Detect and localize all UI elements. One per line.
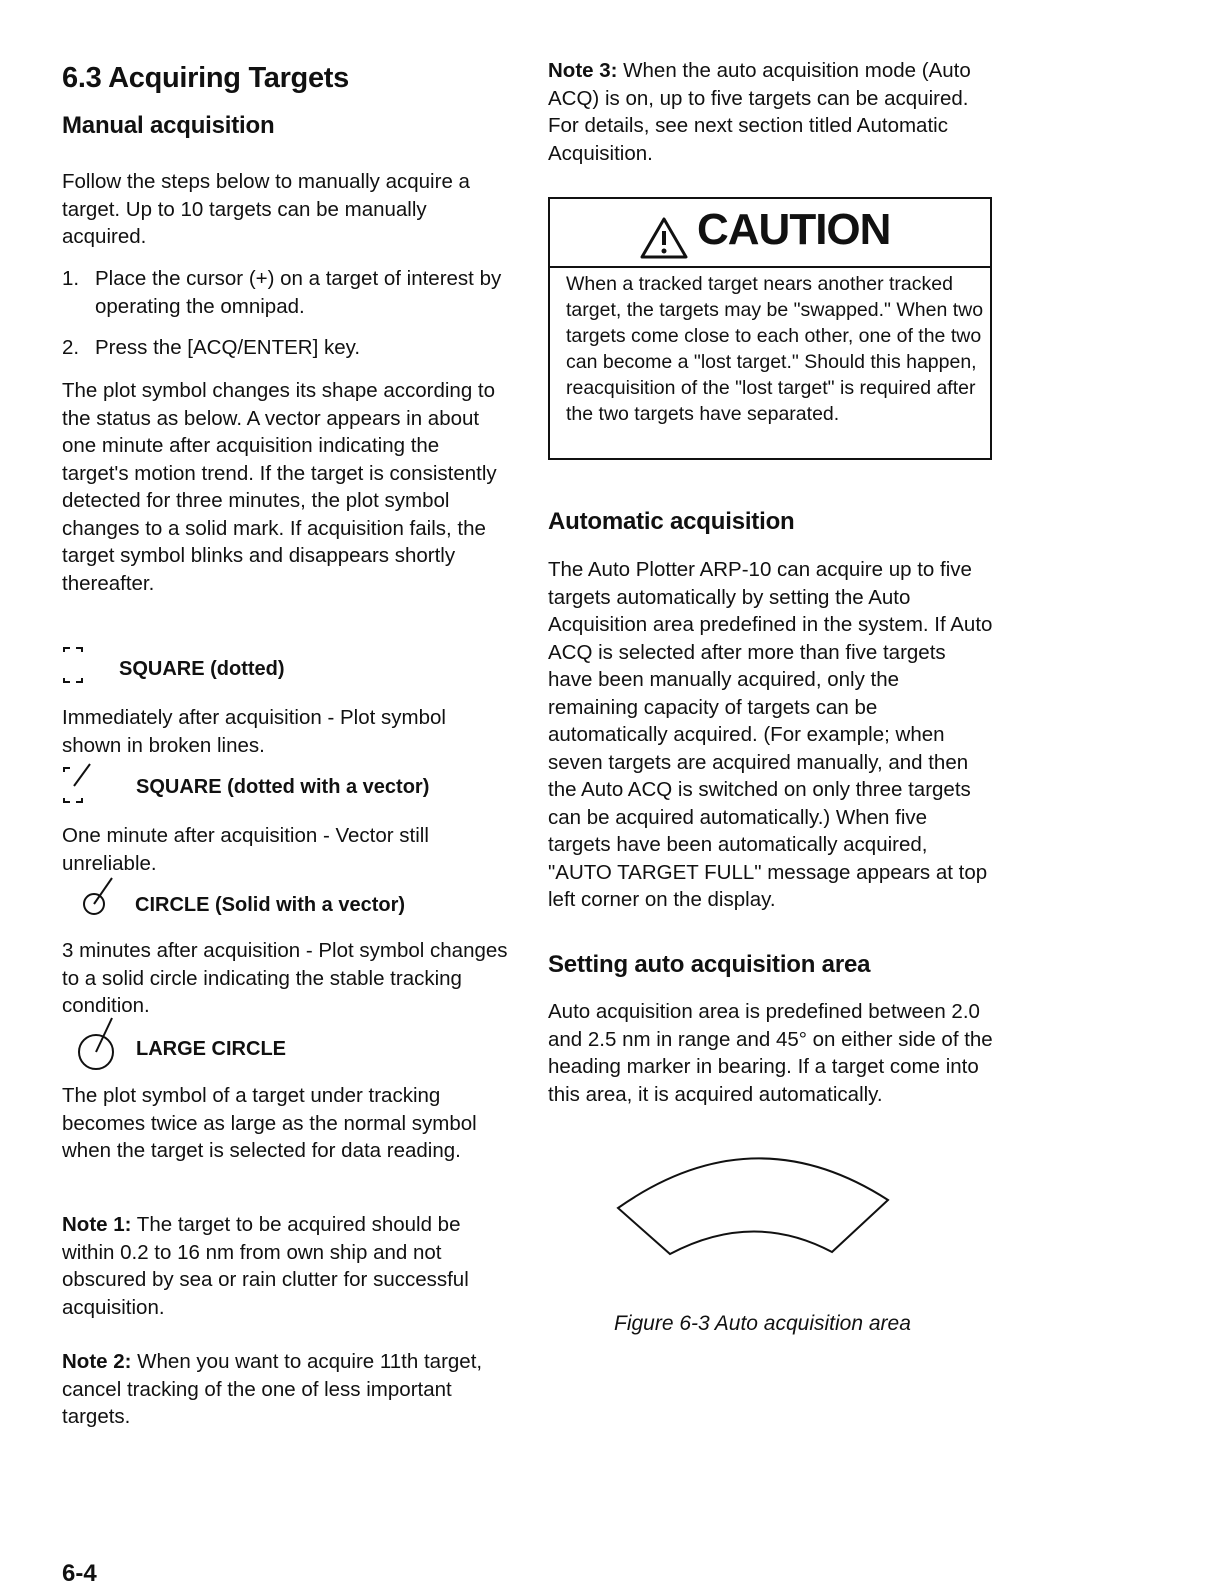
symbol-description: Immediately after acquisition - Plot symbol shown in broken lines. <box>62 706 446 757</box>
setting-area-text: Auto acquisition area is predefined between 2.0 and 2.5 nm in range and 45° on either side of the heading marker in bearing. If a target come into this area, it is acquired automatically. <box>548 1000 993 1106</box>
step-text: Press the [ACQ/ENTER] key. <box>95 336 361 359</box>
caution-header <box>550 199 990 268</box>
symbol-label: SQUARE (dotted with a vector) <box>136 776 430 798</box>
step-item <box>62 265 508 320</box>
status-description: The plot symbol changes its shape according to the status as below. A vector appears in about one minute after acquisition indicating the target's motion trend. If the target is consistently detected for three minutes, the plot symbol changes to a solid mark. If acquisition fails, the target symbol blinks and disappears shortly thereafter. <box>62 379 497 595</box>
note-label: Note 2: <box>62 1350 132 1373</box>
step-number: 1. <box>62 267 80 290</box>
dotted-square-vector-icon <box>62 762 102 804</box>
caution-title: CAUTION <box>697 205 891 254</box>
note-1 <box>62 1211 508 1321</box>
step-item <box>62 334 508 362</box>
manual-intro-text: Follow the steps below to manually acquire a target. Up to 10 targets can be manually acquired. <box>62 170 470 248</box>
step-text: Place the cursor (+) on a target of interest by operating the omnipad. <box>95 267 502 318</box>
dotted-square-icon <box>62 646 84 684</box>
automatic-acquisition-text: The Auto Plotter ARP-10 can acquire up to five targets automatically by setting the Auto Acquisition area predefined in the system. If Auto ACQ is selected after more than five targets have been manually acquired, only the remaining capacity of targets can be automatically acquired. (For example; when seven targets are acquired manually, and then the Auto ACQ is switched on only three targets can be acquired automatically.) When five targets have been automatically acquired, "AUTO TARGET FULL" message appears at top left corner on the display. <box>548 558 993 911</box>
symbol-description: One minute after acquisition - Vector still unreliable. <box>62 824 429 875</box>
warning-triangle-icon <box>640 217 688 259</box>
step-number: 2. <box>62 336 80 359</box>
note-label: Note 3: <box>548 59 618 82</box>
caution-text: When a tracked target nears another tracked target, the targets may be "swapped." When two targets come close to each other, one of the two can become a "lost target." Should this happen, reacquisition of the "lost target" is required after the two targets have separated. <box>566 273 984 425</box>
automatic-acquisition-heading: Automatic acquisition <box>548 508 795 535</box>
caution-box <box>548 197 992 460</box>
note-text: When the auto acquisition mode (Auto ACQ) is on, up to five targets can be acquired. For details, see next section titled Automatic Acquisition. <box>548 59 971 165</box>
note-text: The target to be acquired should be within 0.2 to 16 nm from own ship and not obscured by sea or rain clutter for successful acquisition. <box>62 1213 469 1319</box>
manual-acquisition-heading: Manual acquisition <box>62 112 275 139</box>
auto-acquisition-area-figure <box>610 1148 900 1263</box>
note-text: When you want to acquire 11th target, cancel tracking of the one of less important targets. <box>62 1350 483 1428</box>
section-title: 6.3 Acquiring Targets <box>62 62 349 94</box>
large-circle-vector-icon <box>76 1014 126 1072</box>
symbol-label: LARGE CIRCLE <box>136 1038 286 1060</box>
note-label: Note 1: <box>62 1213 132 1236</box>
figure-caption: Figure 6-3 Auto acquisition area <box>614 1312 911 1335</box>
note-2 <box>62 1348 508 1431</box>
note-3 <box>548 57 994 167</box>
symbol-description: The plot symbol of a target under tracking becomes twice as large as the normal symbol when the target is selected for data reading. <box>62 1084 477 1162</box>
circle-vector-icon <box>82 874 122 920</box>
setting-area-heading: Setting auto acquisition area <box>548 951 871 978</box>
symbol-label: SQUARE (dotted) <box>119 658 285 680</box>
page-number: 6-4 <box>62 1560 97 1587</box>
symbol-description: 3 minutes after acquisition - Plot symbol changes to a solid circle indicating the stable tracking condition. <box>62 939 508 1017</box>
symbol-label: CIRCLE (Solid with a vector) <box>135 894 406 916</box>
